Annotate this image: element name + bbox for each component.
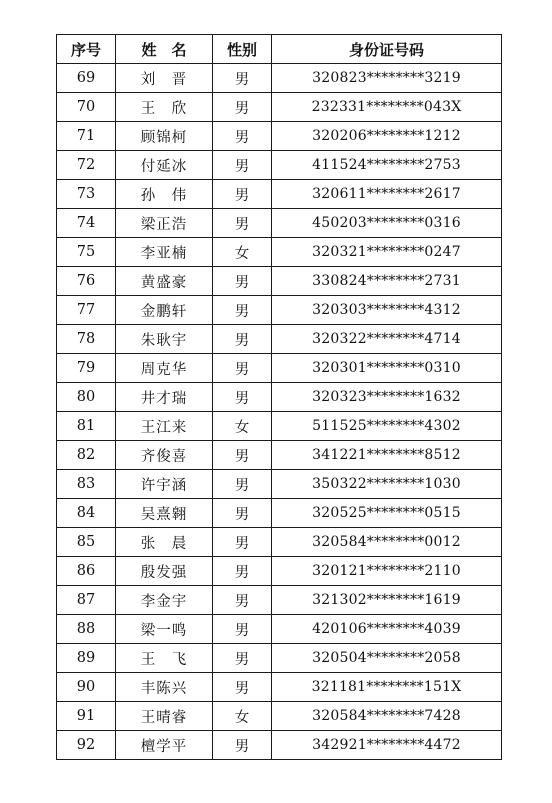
gender-cell: 男 — [213, 441, 272, 470]
header-row — [57, 35, 502, 64]
id-number-cell: 320823********3219 — [272, 64, 502, 93]
serial-number-cell: 92 — [57, 731, 116, 760]
name-cell: 殷发强 — [116, 557, 213, 586]
id-number-cell: 321302********1619 — [272, 586, 502, 615]
table-row — [57, 673, 502, 702]
table-row — [57, 470, 502, 499]
gender-cell: 男 — [213, 557, 272, 586]
serial-number-cell: 89 — [57, 644, 116, 673]
name-cell: 齐俊喜 — [116, 441, 213, 470]
id-number-cell: 320584********7428 — [272, 702, 502, 731]
table-row — [57, 586, 502, 615]
id-number-cell: 420106********4039 — [272, 615, 502, 644]
name-cell: 王晴睿 — [116, 702, 213, 731]
gender-cell: 男 — [213, 296, 272, 325]
gender-cell: 男 — [213, 122, 272, 151]
table-row — [57, 412, 502, 441]
name-cell: 王江来 — [116, 412, 213, 441]
table-row — [57, 528, 502, 557]
id-number-cell: 511525********4302 — [272, 412, 502, 441]
id-number-cell: 320611********2617 — [272, 180, 502, 209]
serial-number-cell: 90 — [57, 673, 116, 702]
serial-number-cell: 75 — [57, 238, 116, 267]
table-row — [57, 296, 502, 325]
table-row — [57, 702, 502, 731]
gender-cell: 男 — [213, 383, 272, 412]
gender-cell: 男 — [213, 325, 272, 354]
gender-cell: 男 — [213, 586, 272, 615]
gender-cell: 男 — [213, 499, 272, 528]
roster-table — [56, 34, 502, 760]
serial-number-cell: 69 — [57, 64, 116, 93]
name-cell: 井才瑞 — [116, 383, 213, 412]
gender-cell: 男 — [213, 180, 272, 209]
name-cell: 檀学平 — [116, 731, 213, 760]
serial-number-cell: 73 — [57, 180, 116, 209]
table-row — [57, 731, 502, 760]
table-row — [57, 325, 502, 354]
name-cell: 梁一鸣 — [116, 615, 213, 644]
name-cell: 李亚楠 — [116, 238, 213, 267]
gender-cell: 男 — [213, 470, 272, 499]
header-id-number: 身份证号码 — [272, 35, 502, 64]
name-cell: 张 晨 — [116, 528, 213, 557]
table-row — [57, 354, 502, 383]
serial-number-cell: 79 — [57, 354, 116, 383]
table-row — [57, 64, 502, 93]
gender-cell: 男 — [213, 644, 272, 673]
table-row — [57, 615, 502, 644]
name-cell: 王 欣 — [116, 93, 213, 122]
serial-number-cell: 78 — [57, 325, 116, 354]
table-row — [57, 122, 502, 151]
serial-number-cell: 81 — [57, 412, 116, 441]
table-row — [57, 644, 502, 673]
gender-cell: 男 — [213, 209, 272, 238]
gender-cell: 女 — [213, 702, 272, 731]
name-cell: 孙 伟 — [116, 180, 213, 209]
id-number-cell: 342921********4472 — [272, 731, 502, 760]
header-gender: 性别 — [213, 35, 272, 64]
serial-number-cell: 87 — [57, 586, 116, 615]
gender-cell: 男 — [213, 354, 272, 383]
serial-number-cell: 86 — [57, 557, 116, 586]
table-row — [57, 441, 502, 470]
id-number-cell: 320206********1212 — [272, 122, 502, 151]
id-number-cell: 320303********4312 — [272, 296, 502, 325]
serial-number-cell: 91 — [57, 702, 116, 731]
serial-number-cell: 71 — [57, 122, 116, 151]
gender-cell: 男 — [213, 528, 272, 557]
table-body — [57, 64, 502, 760]
name-cell: 刘 晋 — [116, 64, 213, 93]
id-number-cell: 321181********151X — [272, 673, 502, 702]
name-cell: 金鹏轩 — [116, 296, 213, 325]
gender-cell: 女 — [213, 412, 272, 441]
table-row — [57, 557, 502, 586]
name-cell: 王 飞 — [116, 644, 213, 673]
table-row — [57, 267, 502, 296]
gender-cell: 男 — [213, 731, 272, 760]
serial-number-cell: 72 — [57, 151, 116, 180]
serial-number-cell: 76 — [57, 267, 116, 296]
table-row — [57, 151, 502, 180]
table-row — [57, 180, 502, 209]
serial-number-cell: 83 — [57, 470, 116, 499]
id-number-cell: 320584********0012 — [272, 528, 502, 557]
gender-cell: 男 — [213, 93, 272, 122]
name-cell: 朱耿宇 — [116, 325, 213, 354]
serial-number-cell: 85 — [57, 528, 116, 557]
table-row — [57, 93, 502, 122]
gender-cell: 男 — [213, 615, 272, 644]
name-cell: 梁正浩 — [116, 209, 213, 238]
serial-number-cell: 80 — [57, 383, 116, 412]
id-number-cell: 411524********2753 — [272, 151, 502, 180]
serial-number-cell: 74 — [57, 209, 116, 238]
table-row — [57, 209, 502, 238]
id-number-cell: 320323********1632 — [272, 383, 502, 412]
name-cell: 丰陈兴 — [116, 673, 213, 702]
gender-cell: 男 — [213, 673, 272, 702]
id-number-cell: 330824********2731 — [272, 267, 502, 296]
id-number-cell: 320301********0310 — [272, 354, 502, 383]
name-cell: 付延冰 — [116, 151, 213, 180]
id-number-cell: 232331********043X — [272, 93, 502, 122]
table-row — [57, 383, 502, 412]
id-number-cell: 320322********4714 — [272, 325, 502, 354]
id-number-cell: 320121********2110 — [272, 557, 502, 586]
serial-number-cell: 77 — [57, 296, 116, 325]
table-row — [57, 238, 502, 267]
serial-number-cell: 84 — [57, 499, 116, 528]
name-cell: 顾锦柯 — [116, 122, 213, 151]
header-serial-number: 序号 — [57, 35, 116, 64]
serial-number-cell: 82 — [57, 441, 116, 470]
gender-cell: 男 — [213, 64, 272, 93]
id-number-cell: 320321********0247 — [272, 238, 502, 267]
name-cell: 吴熹翱 — [116, 499, 213, 528]
id-number-cell: 341221********8512 — [272, 441, 502, 470]
id-number-cell: 320525********0515 — [272, 499, 502, 528]
id-number-cell: 320504********2058 — [272, 644, 502, 673]
header-name: 姓 名 — [116, 35, 213, 64]
name-cell: 许宇涵 — [116, 470, 213, 499]
name-cell: 李金宇 — [116, 586, 213, 615]
gender-cell: 女 — [213, 238, 272, 267]
table-row — [57, 499, 502, 528]
name-cell: 周克华 — [116, 354, 213, 383]
gender-cell: 男 — [213, 151, 272, 180]
gender-cell: 男 — [213, 267, 272, 296]
serial-number-cell: 70 — [57, 93, 116, 122]
id-number-cell: 450203********0316 — [272, 209, 502, 238]
name-cell: 黄盛豪 — [116, 267, 213, 296]
table-header — [57, 35, 502, 64]
serial-number-cell: 88 — [57, 615, 116, 644]
id-number-cell: 350322********1030 — [272, 470, 502, 499]
